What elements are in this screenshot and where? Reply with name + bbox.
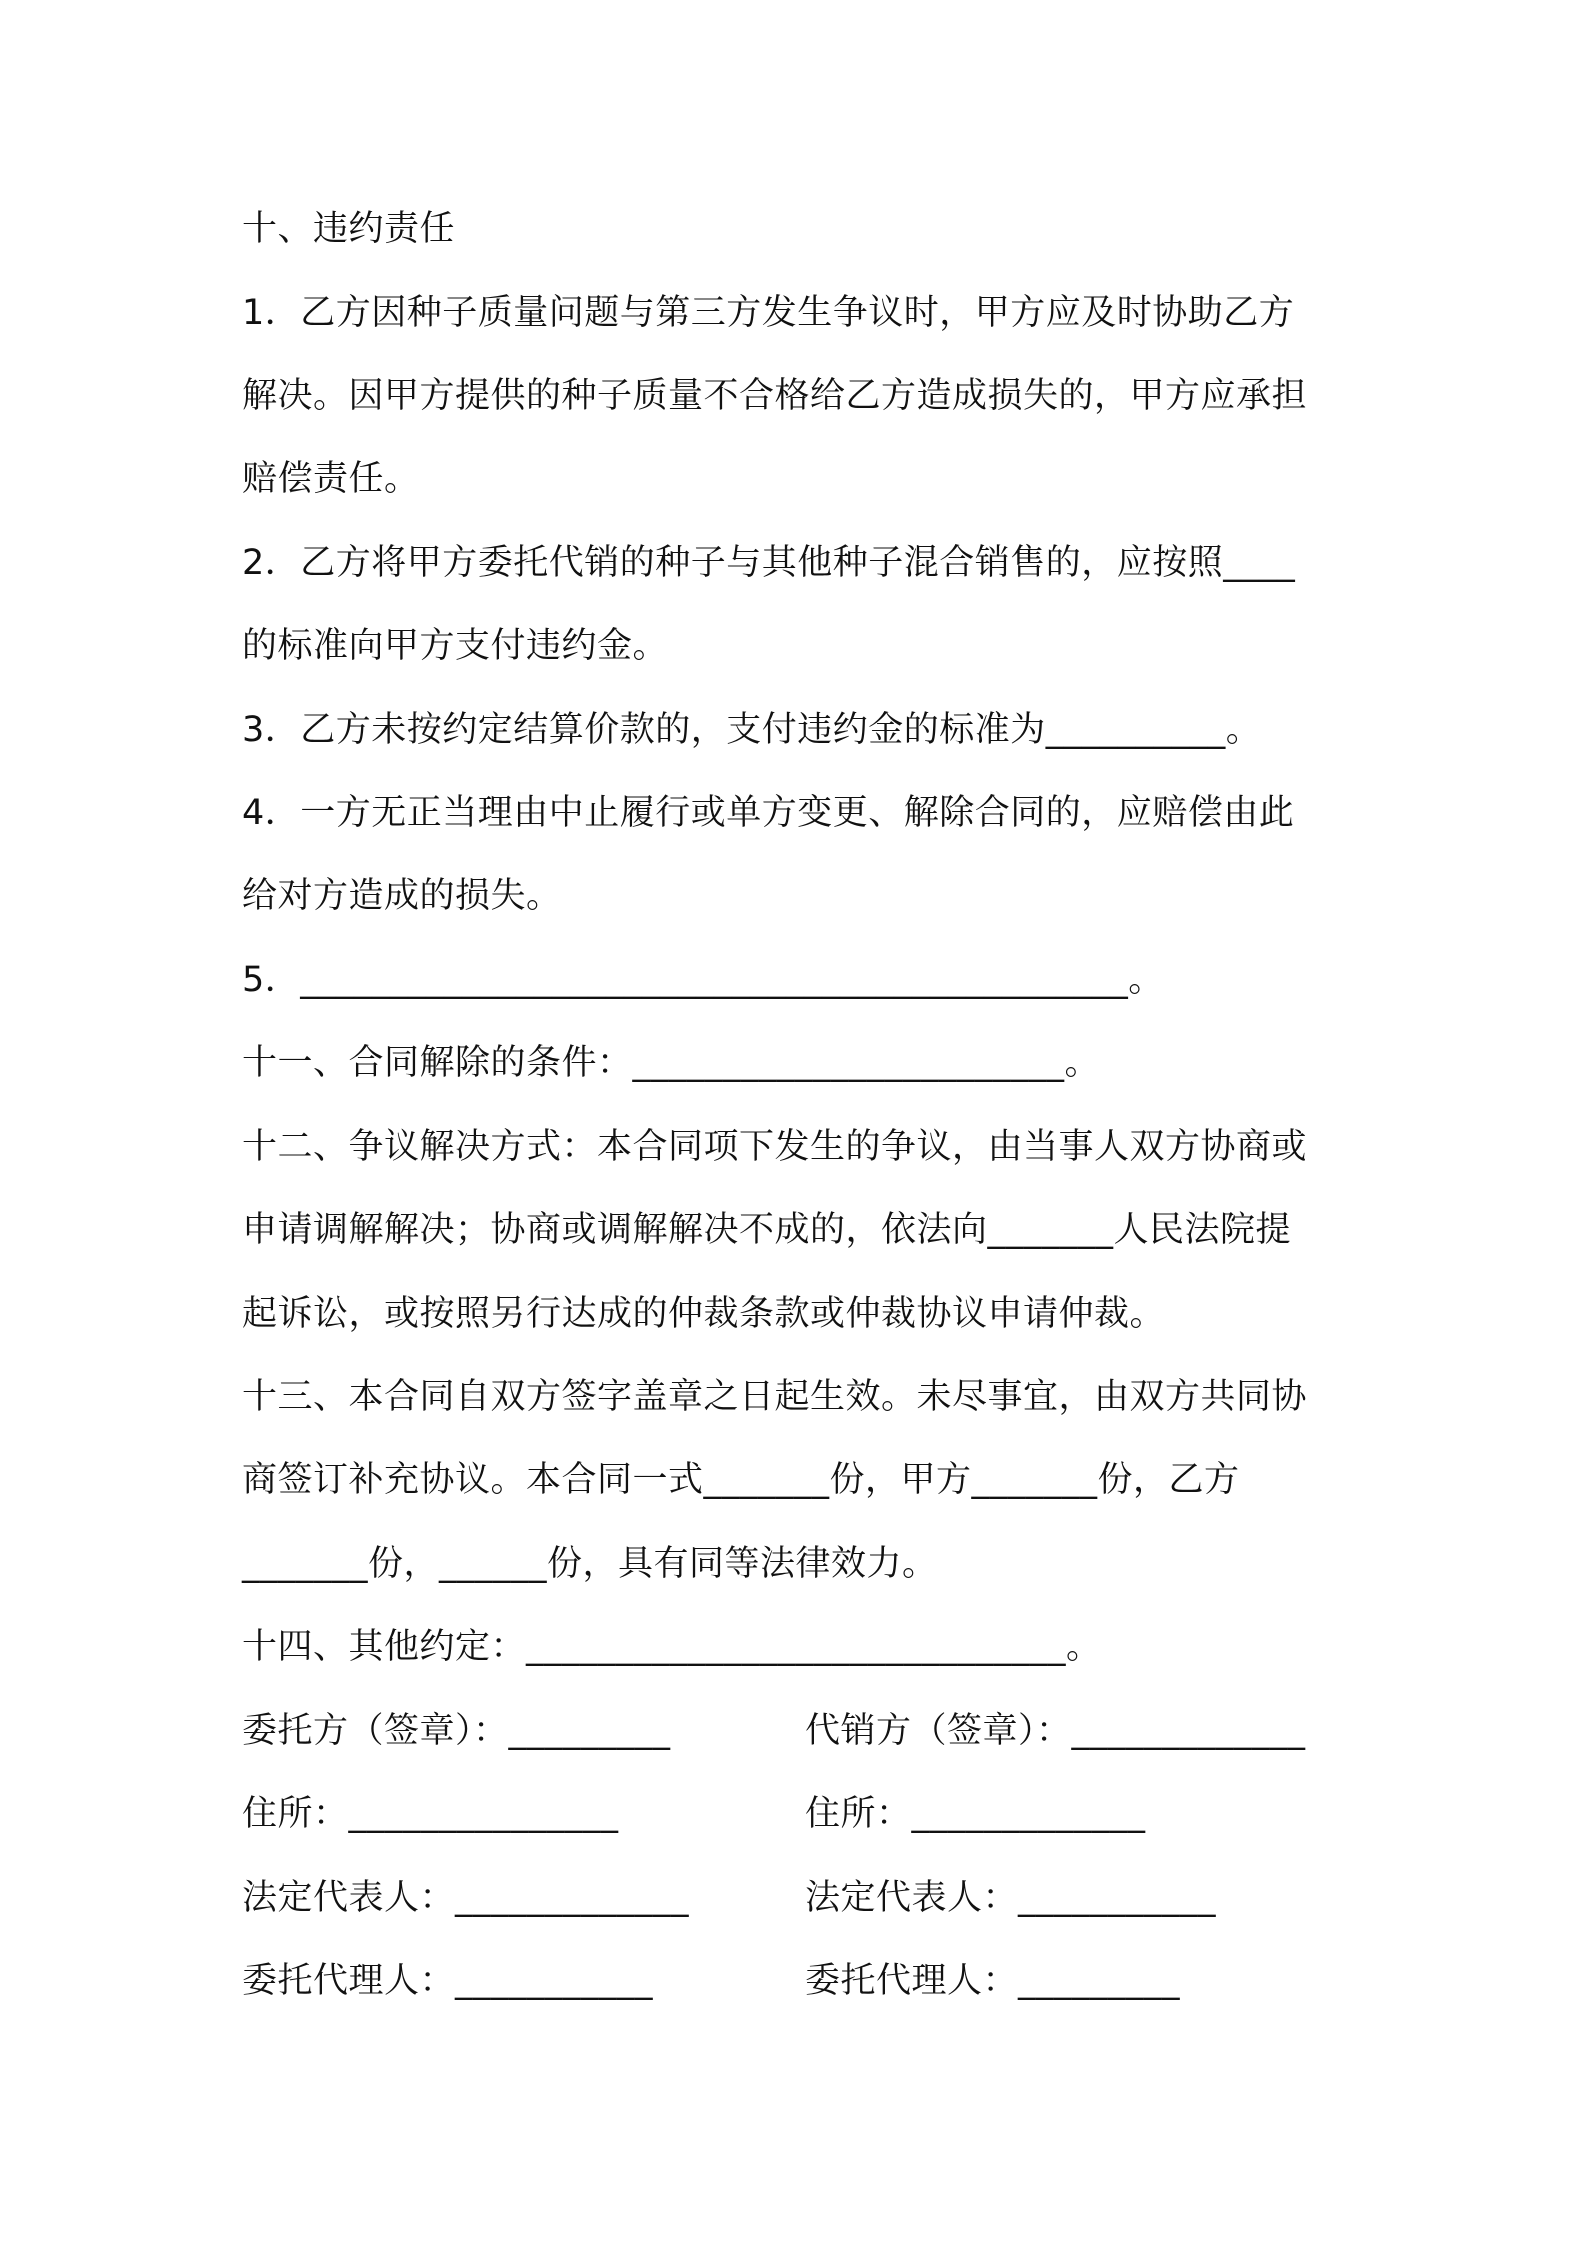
section-12-line-2: 申请调解解决；协商或调解解决不成的，依法向_______人民法院提 bbox=[242, 1210, 1292, 1250]
clause-10-4-line-1: 4．一方无正当理由中止履行或单方变更、解除合同的，应赔偿由此 bbox=[242, 793, 1295, 833]
clause-10-1-line-2: 解决。因甲方提供的种子质量不合格给乙方造成损失的，甲方应承担 bbox=[242, 376, 1308, 416]
clause-10-3: 3．乙方未按约定结算价款的，支付违约金的标准为__________。 bbox=[242, 710, 1262, 750]
principal-address-field: 住所：_______________ bbox=[242, 1794, 619, 1834]
section-13-line-2: 商签订补充协议。本合同一式_______份，甲方_______份，乙方 bbox=[242, 1460, 1240, 1500]
section-14: 十四、其他约定：______________________________。 bbox=[242, 1627, 1102, 1667]
agent-proxy-field: 委托代理人：_________ bbox=[805, 1961, 1181, 2001]
clause-10-1-line-1: 1．乙方因种子质量问题与第三方发生争议时，甲方应及时协助乙方 bbox=[242, 293, 1295, 333]
section-13-line-1: 十三、本合同自双方签字盖章之日起生效。未尽事宜，由双方共同协 bbox=[242, 1377, 1308, 1417]
clause-10-5: 5．______________________________________________。 bbox=[242, 960, 1164, 1000]
section-13-line-3: _______份，______份，具有同等法律效力。 bbox=[242, 1544, 938, 1584]
principal-proxy-field: 委托代理人：___________ bbox=[242, 1961, 654, 2001]
agent-legal-rep-field: 法定代表人：___________ bbox=[805, 1878, 1217, 1918]
principal-seal-field: 委托方（签章）：_________ bbox=[242, 1711, 671, 1751]
section-12-line-1: 十二、争议解决方式：本合同项下发生的争议，由当事人双方协商或 bbox=[242, 1127, 1308, 1167]
clause-10-2-line-1: 2．乙方将甲方委托代销的种子与其他种子混合销售的，应按照____ bbox=[242, 543, 1296, 583]
agent-seal-field: 代销方（签章）：_____________ bbox=[805, 1711, 1306, 1751]
clause-10-1-line-3: 赔偿责任。 bbox=[242, 459, 420, 499]
principal-legal-rep-field: 法定代表人：_____________ bbox=[242, 1878, 690, 1918]
section-11: 十一、合同解除的条件：________________________。 bbox=[242, 1043, 1101, 1083]
agent-address-field: 住所：_____________ bbox=[805, 1794, 1146, 1834]
section-12-line-3: 起诉讼，或按照另行达成的仲裁条款或仲裁协议申请仲裁。 bbox=[242, 1294, 1166, 1334]
section-10-heading: 十、违约责任 bbox=[242, 209, 456, 249]
clause-10-2-line-2: 的标准向甲方支付违约金。 bbox=[242, 626, 669, 666]
clause-10-4-line-2: 给对方造成的损失。 bbox=[242, 876, 562, 916]
